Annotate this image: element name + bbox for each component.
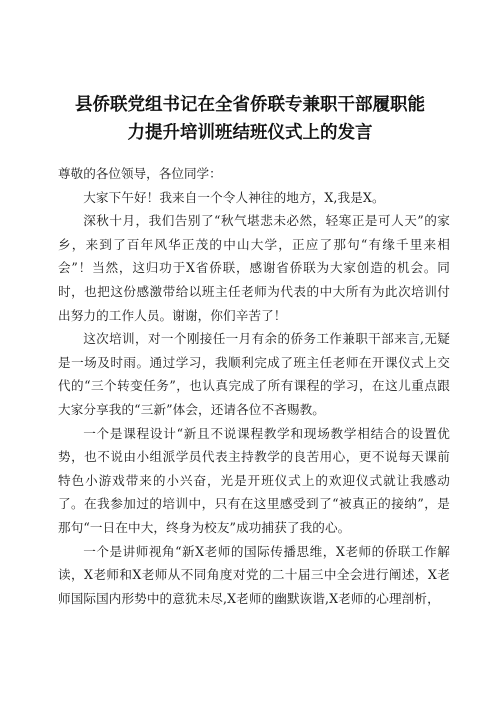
document-title-line-2: 力提升培训班结班仪式上的发言 <box>127 123 373 143</box>
salutation: 尊敬的各位领导，各位同学： <box>58 166 222 181</box>
paragraph-course-design: 一个是课程设计“新且不说课程教学和现场教学相结合的设置优势，也不说由小组派学员代表主持教学的良苦用心，更不说每天课前特色小游戏带来的小兴奋，光是开班仪式上的欢迎仪式就让我感动了。在我参加过的培训中，只有在这里感受到了“被真正的接纳”，是那句“一日在中大，终身为校友”成功捕获了我的心。 <box>58 425 450 535</box>
document-body <box>58 162 450 610</box>
paragraph-gratitude: 深秋十月，我们告别了“秋气堪悲未必然，轻寒正是可人天”的家乡，来到了百年风华正茂的中山大学，正应了那句“有缘千里来相会”！当然，这归功于X省侨联，感谢省侨联为大家创造的机会。同时，也把这份感激带给以班主任老师为代表的中大所有为此次培训付出努力的工作人员。谢谢，你们辛苦了！ <box>58 213 450 323</box>
document-title-line-1: 县侨联党组书记在全省侨联专兼职干部履职能 <box>75 95 425 115</box>
paragraph-greeting: 大家下午好！我来自一个令人神往的地方，X,我是X。 <box>83 189 385 205</box>
paragraph-training-summary: 这次培训，对一个刚接任一月有余的侨务工作兼职干部来言,无疑是一场及时雨。通过学习，我顺利完成了班主任老师在开课仪式上交代的“三个转变任务”，也认真完成了所有课程的学习，在这儿重点跟大家分享我的“三新”体会，还请各位不吝赐教。 <box>58 331 450 417</box>
paragraph-lecturer-perspective: 一个是讲师视角“新X老师的国际传播思维，X老师的侨联工作解读，X老师和X老师从不同角度对党的二十届三中全会进行阐述，X老师国际国内形势中的意犹未尽,X老师的幽默诙谐,X老师的心理剖析， <box>58 543 450 606</box>
